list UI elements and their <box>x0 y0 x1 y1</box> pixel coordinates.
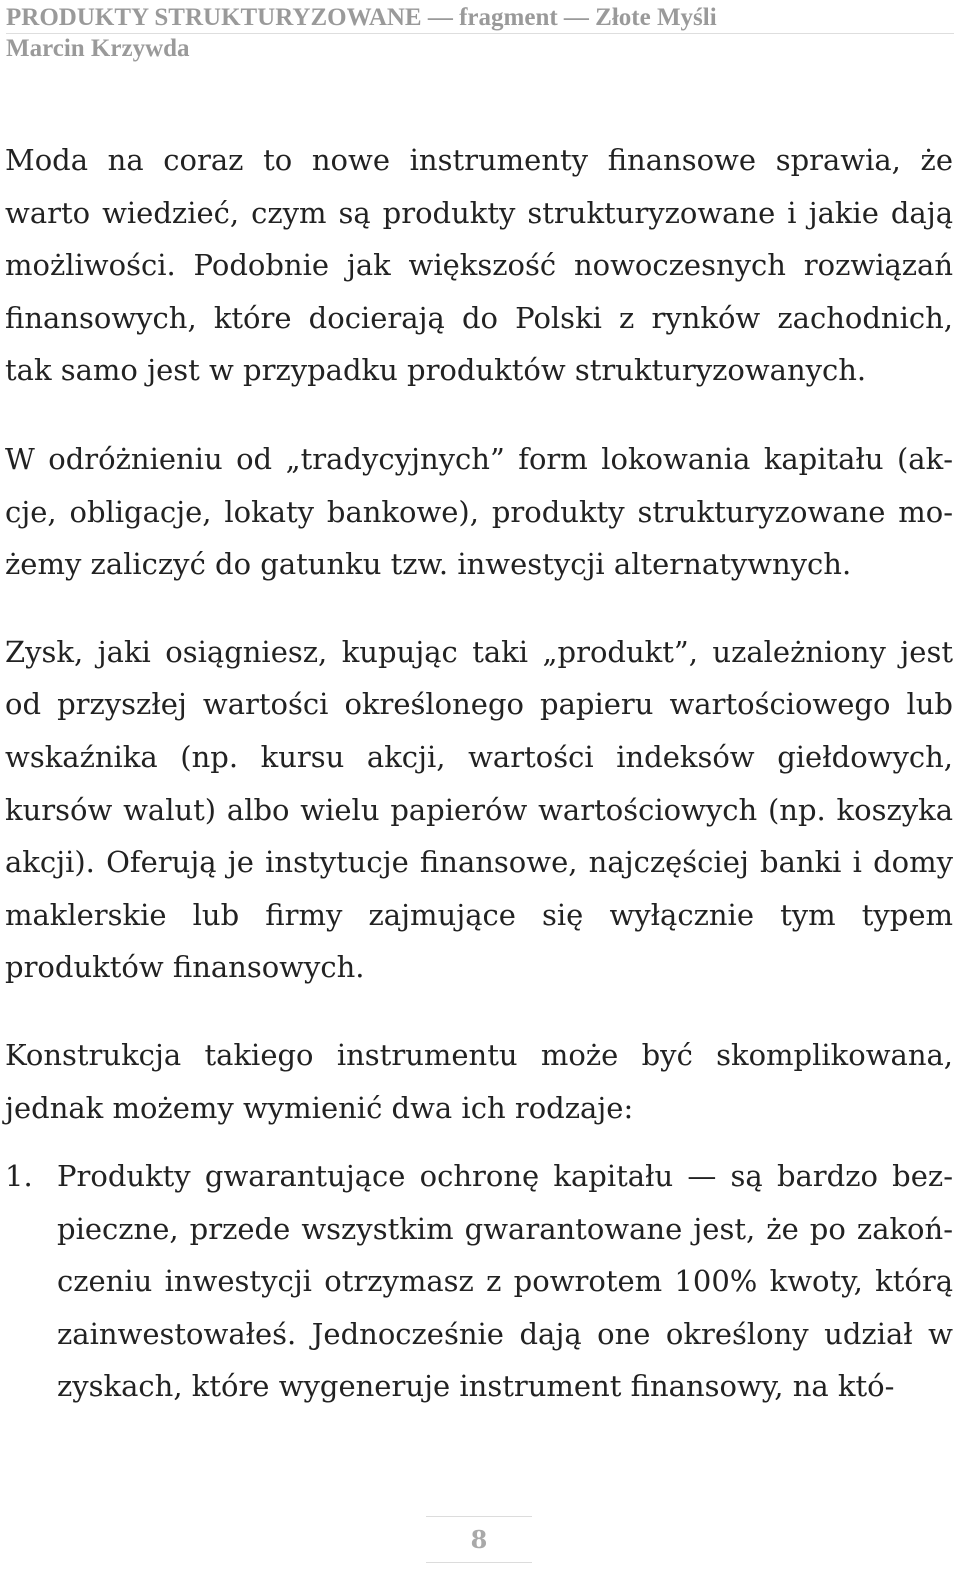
list-item-text: Produkty gwarantujące ochronę kapitału — są bardzo bezpieczne, przede wszystkim gwarantowane jest, że po zakończeniu inwestycji otrzymasz z powrotem 100% kwoty, którą zainwestowałeś. Jednocześnie dają one określony udział w zyskach, które wygeneruje instrument finansowy, na któ- <box>57 1159 953 1404</box>
header-title: PRODUKTY STRUKTURYZOWANE — fragment — Złote Myśli <box>6 4 717 31</box>
numbered-list <box>5 1150 953 1413</box>
header-author: Marcin Krzywda <box>6 35 190 62</box>
list-item-number: 1. <box>5 1159 33 1194</box>
header-divider <box>6 33 954 34</box>
running-header <box>6 2 954 64</box>
footer-divider-top <box>426 1516 532 1517</box>
page-body <box>5 134 953 1413</box>
list-item <box>5 1150 953 1413</box>
footer-divider-bottom <box>426 1562 532 1563</box>
paragraph: Moda na coraz to nowe instrumenty finansowe sprawia, że warto wiedzieć, czym są produkty strukturyzowane i jakie dają możliwości. Podobnie jak większość nowoczesnych rozwiązań finansowych, które docierają do Polski z rynków zachodnich, tak samo jest w przypadku produktów strukturyzowanych. <box>5 143 953 388</box>
paragraph: W odróżnieniu od „tradycyjnych” form lokowania kapitału (akcje, obligacje, lokaty bankowe), produkty strukturyzowane możemy zaliczyć do gatunku tzw. inwestycji alternatywnych. <box>5 441 953 582</box>
paragraph: Konstrukcja takiego instrumentu może być skomplikowana, jednak możemy wymienić dwa ich rodzaje: <box>5 1037 953 1125</box>
paragraph: Zysk, jaki osiągniesz, kupując taki „produkt”, uzależniony jest od przyszłej wartości określonego papieru wartościowego lub wskaźnika (np. kursu akcji, wartości indeksów giełdowych, kursów walut) albo wielu papierów wartościowych (np. koszyka akcji). Oferują je instytucje finansowe, najczęściej banki i domy maklerskie lub firmy zajmujące się wyłącznie tym typem produktów finansowych. <box>5 634 953 985</box>
page-number: 8 <box>470 1525 488 1554</box>
